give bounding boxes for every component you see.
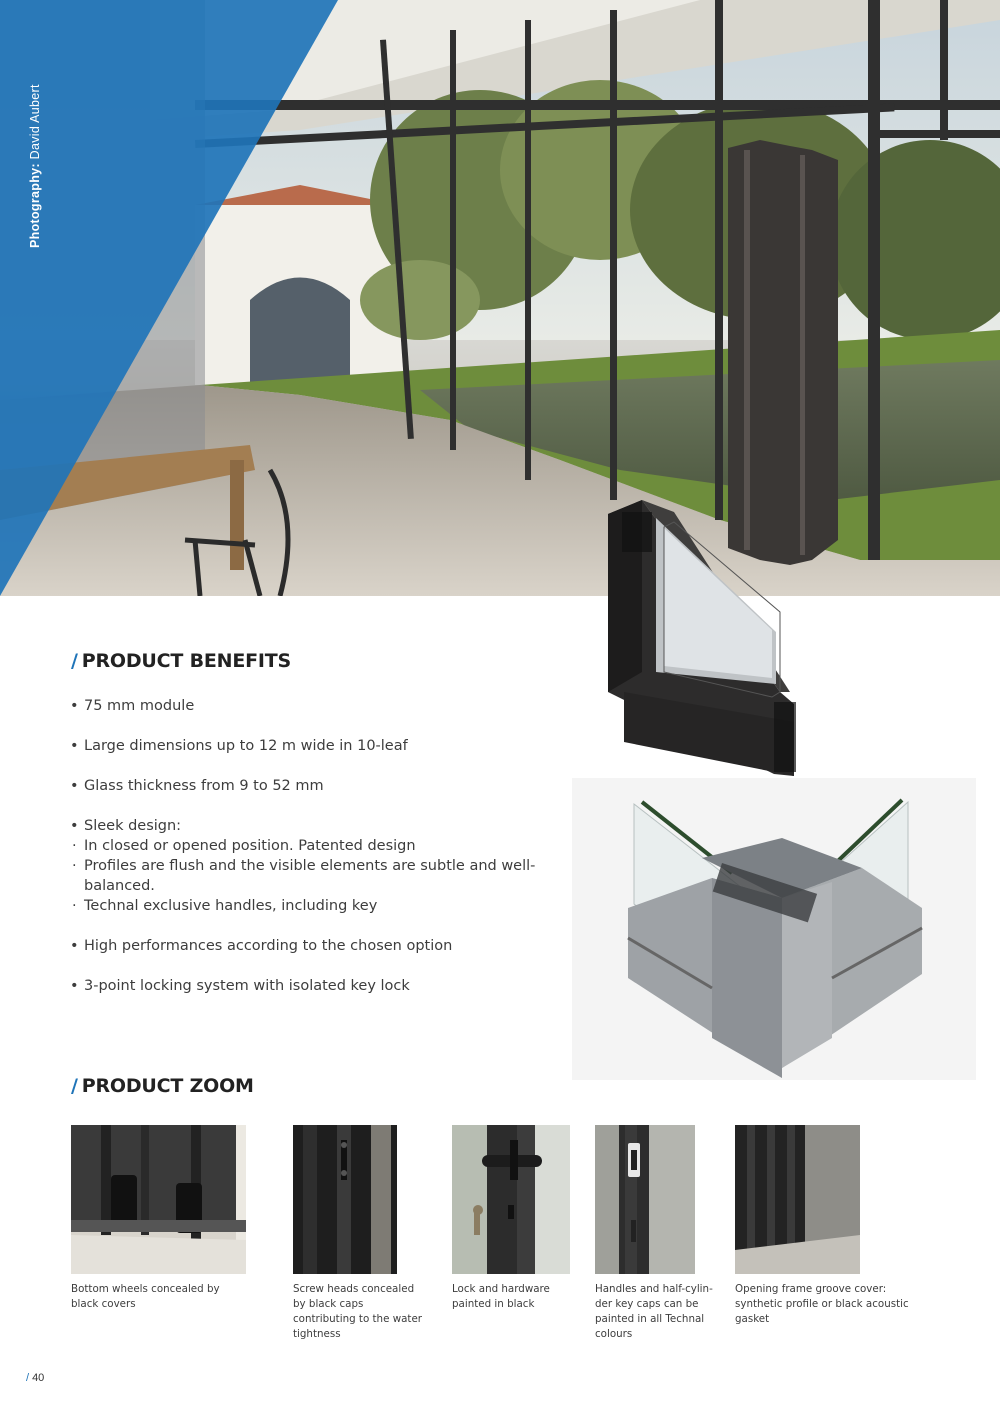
photo-credit [28,84,42,248]
benefit-text: 3-point locking system with isolated key lock [84,978,410,994]
benefit-item [70,776,540,796]
benefit-item [70,816,540,916]
frame-profile-render [604,492,800,776]
photo-credit-name: David Aubert [28,84,42,160]
zoom-caption: Lock and hardware painted in black [452,1283,550,1310]
zoom-photo-screw-heads-art [293,1125,397,1274]
zoom-photo-handles [595,1125,695,1274]
benefit-text: Glass thickness from 9 to 52 mm [84,778,324,794]
benefit-item [70,976,540,996]
benefit-sublist [84,836,540,916]
zoom-photo-groove-cover [735,1125,860,1274]
zoom-photo-groove-cover-art [735,1125,860,1274]
page-number [26,1372,44,1384]
benefit-subitem [70,896,540,916]
zoom-item-lock [452,1125,570,1312]
benefit-subitem-text: · Technal exclusive handles, including key [84,898,378,914]
zoom-photo-wheels-art [71,1125,246,1274]
benefit-item [70,936,540,956]
benefits-heading [71,650,291,672]
benefit-subitem-text: · In closed or opened position. Patented design [84,838,416,854]
benefit-item [70,696,540,716]
corner-profile-render [572,778,976,1080]
zoom-caption: Bottom wheels concealed by black covers [71,1283,220,1310]
zoom-photo-lock [452,1125,570,1274]
benefit-text: High performances according to the chosen option [84,938,453,954]
zoom-caption: Opening frame groove cover: synthetic profile or black acoustic gasket [735,1283,909,1325]
benefit-subitem [70,836,540,856]
hero-scene [0,0,1000,596]
zoom-item-wheels [71,1125,246,1312]
zoom-item-handles [595,1125,713,1342]
heading-slash: / [71,1075,78,1097]
benefit-text: 75 mm module [84,698,195,714]
page-number-slash: / [26,1372,30,1384]
zoom-item-screw-heads [293,1125,429,1342]
zoom-caption: Screw heads concealed by black caps contributing to the water tightness [293,1283,423,1340]
zoom-photo-lock-art [452,1125,570,1274]
benefit-text: Sleek design: [84,818,182,834]
photo-credit-label: Photography: [28,163,42,248]
benefits-list [70,696,540,1016]
zoom-caption: Handles and half-cylin-der key caps can be painted in all Technal colours [595,1283,713,1340]
zoom-photo-handles-art [595,1125,695,1274]
zoom-item-groove-cover [735,1125,915,1327]
benefit-item [70,736,540,756]
zoom-heading-text: PRODUCT ZOOM [81,1075,254,1097]
benefit-subitem-text: · Profiles are flush and the visible elements are subtle and well-balanced. [84,858,536,894]
benefit-text: Large dimensions up to 12 m wide in 10-leaf [84,738,408,754]
zoom-photo-wheels [71,1125,246,1274]
benefit-subitem [70,856,540,896]
zoom-heading [71,1075,254,1097]
hero-photo [0,0,1000,596]
benefits-heading-text: PRODUCT BENEFITS [81,650,292,672]
heading-slash: / [71,650,78,672]
zoom-photo-screw-heads [293,1125,397,1274]
page-number-value: 40 [32,1372,45,1384]
